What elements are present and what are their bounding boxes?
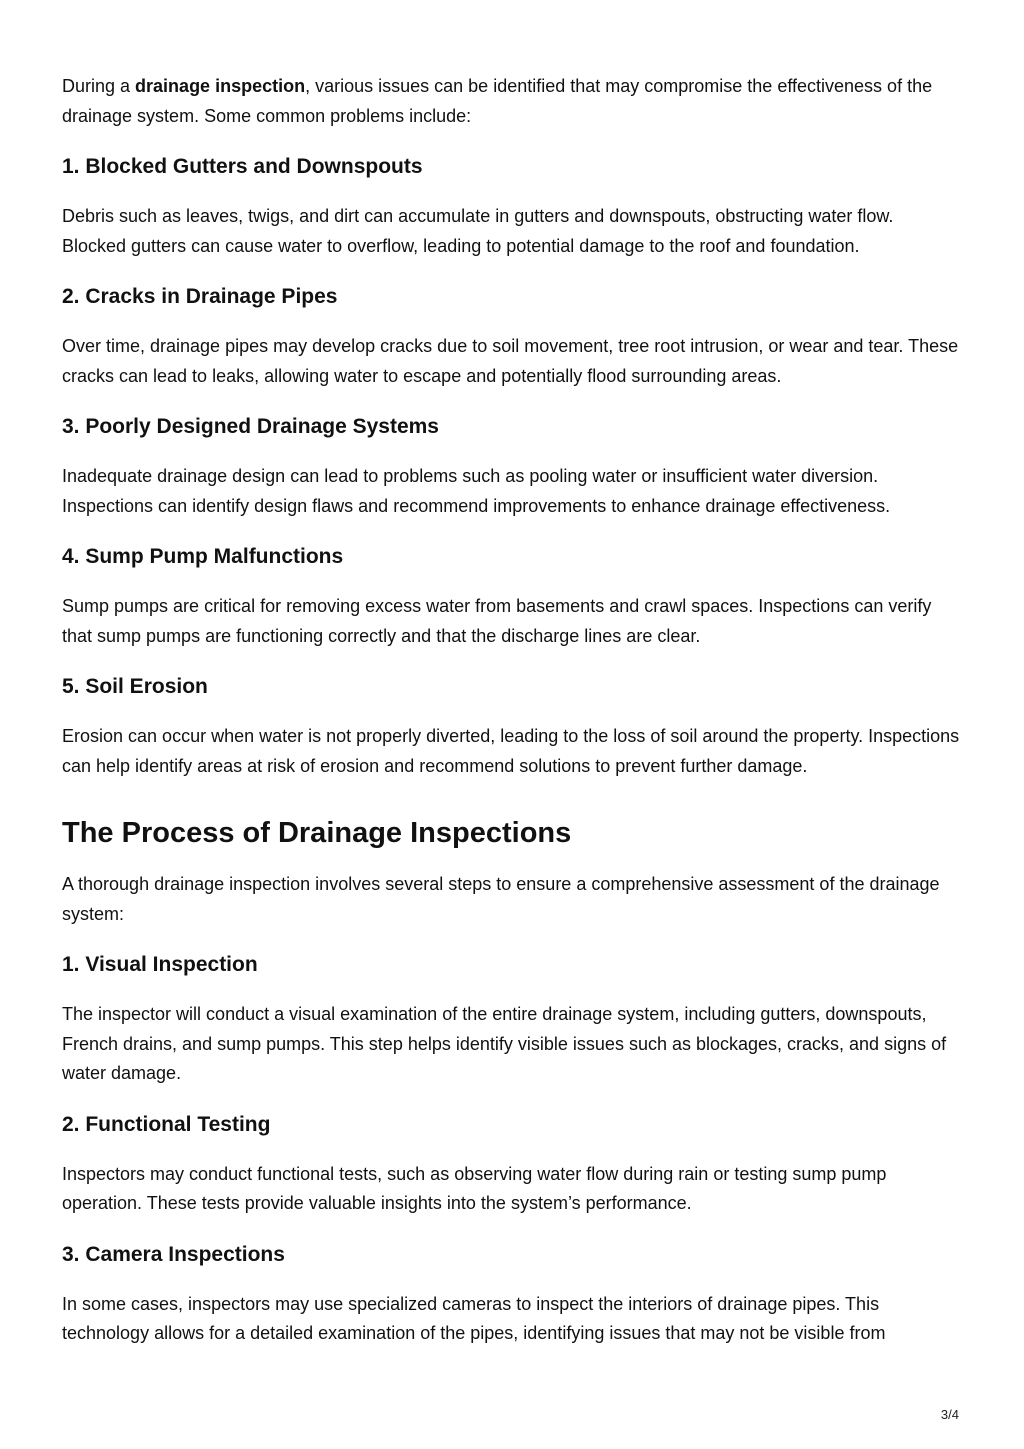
process-step-text-1: The inspector will conduct a visual examination of the entire drainage system, including gutters, downspouts, French drains, and sump pumps. This step helps identify visible issues such as blockages, cracks, and signs of water damage. bbox=[62, 1004, 947, 1083]
problem-heading-4: 4. Sump Pump Malfunctions bbox=[62, 545, 344, 568]
intro-prefix: During a bbox=[62, 76, 136, 96]
intro-bold-keyword: drainage inspection bbox=[135, 76, 306, 96]
page-number: 3/4 bbox=[940, 1407, 959, 1422]
problem-heading-2: 2. Cracks in Drainage Pipes bbox=[62, 285, 338, 308]
process-step-text-2: Inspectors may conduct functional tests, such as observing water flow during rain or testing sump pump operation. These tests provide valuable insights into the system’s performance. bbox=[62, 1163, 887, 1213]
problem-text-2: Over time, drainage pipes may develop cracks due to soil movement, tree root intrusion, or wear and tear. These cracks can lead to leaks, allowing water to escape and potentially flood surrounding areas. bbox=[62, 336, 959, 386]
process-step-heading-3: 3. Camera Inspections bbox=[62, 1242, 285, 1266]
problem-heading-3: 3. Poorly Designed Drainage Systems bbox=[62, 415, 439, 438]
problem-text-5: Erosion can occur when water is not properly diverted, leading to the loss of soil around the property. Inspections can help identify areas at risk of erosion and recommend solutions to prevent further damage. bbox=[62, 726, 960, 776]
process-step-heading-1: 1. Visual Inspection bbox=[62, 953, 258, 976]
problem-heading-1: 1. Blocked Gutters and Downspouts bbox=[62, 155, 423, 178]
problem-text-4: Sump pumps are critical for removing excess water from basements and crawl spaces. Inspections can verify that sump pumps are functioning correctly and that the discharge lines are clear. bbox=[62, 596, 932, 646]
process-section-heading: The Process of Drainage Inspections bbox=[62, 817, 572, 849]
process-intro-paragraph: A thorough drainage inspection involves several steps to ensure a comprehensive assessment of the drainage system: bbox=[62, 874, 940, 924]
intro-suffix: , various issues can be identified that may compromise the effectiveness of the drainage system. Some common problems include: bbox=[62, 76, 933, 126]
intro-paragraph bbox=[62, 72, 962, 131]
problem-heading-5: 5. Soil Erosion bbox=[62, 675, 208, 698]
document-page bbox=[62, 72, 962, 1349]
process-step-heading-2: 2. Functional Testing bbox=[62, 1112, 271, 1136]
problem-text-3: Inadequate drainage design can lead to problems such as pooling water or insufficient water diversion. Inspections can identify design flaws and recommend improvements to enhance drainage effectiveness. bbox=[62, 466, 891, 516]
process-step-text-3: In some cases, inspectors may use specialized cameras to inspect the interiors of drainage pipes. This technology allows for a detailed examination of the pipes, identifying issues that may not be visible from bbox=[62, 1293, 886, 1343]
problem-text-1: Debris such as leaves, twigs, and dirt can accumulate in gutters and downspouts, obstructing water flow. Blocked gutters can cause water to overflow, leading to potential damage to the roof and foundation. bbox=[62, 206, 894, 256]
